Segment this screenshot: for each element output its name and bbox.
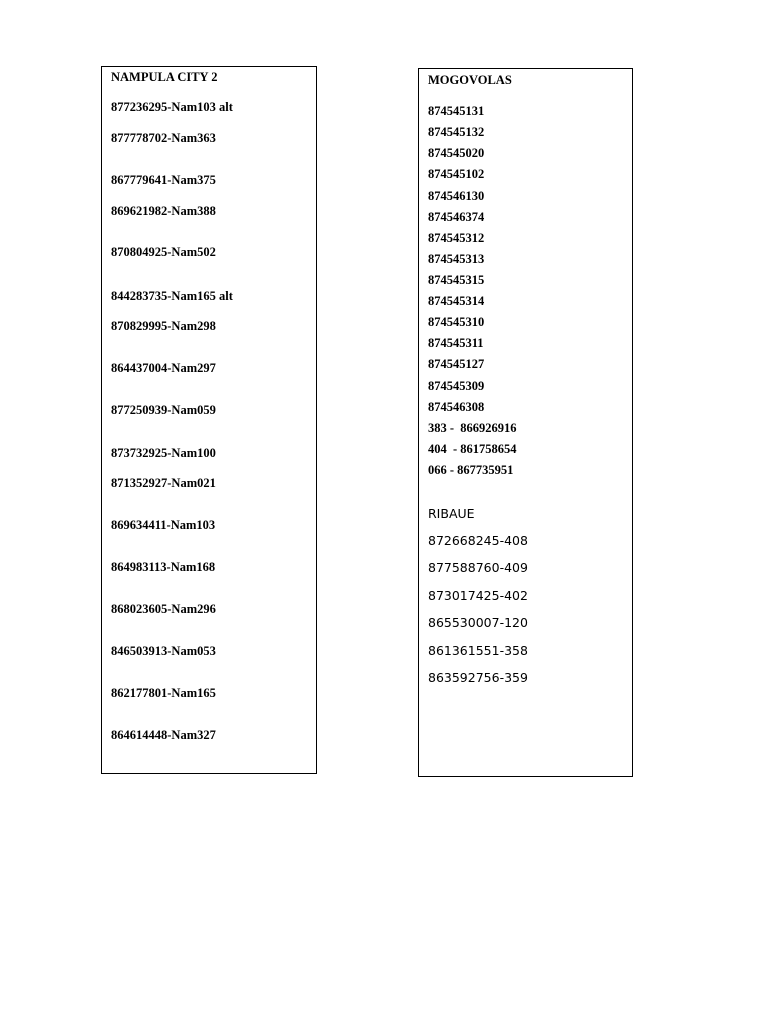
list-item: 846503913-Nam053	[111, 644, 216, 658]
list-item: 877778702-Nam363	[111, 131, 216, 145]
list-item: 872668245-408	[428, 533, 528, 548]
list-item: 869621982-Nam388	[111, 204, 216, 218]
list-item: 874545313	[428, 252, 485, 266]
list-item: 863592756-359	[428, 670, 528, 685]
list-item: 404 - 861758654	[428, 442, 517, 456]
list-item: 877588760-409	[428, 560, 528, 575]
list-item: 869634411-Nam103	[111, 518, 216, 532]
list-item: 066 - 867735951	[428, 463, 514, 477]
list-item: 874545312	[428, 231, 485, 245]
list-item: 874545127	[428, 357, 485, 371]
list-item: 844283735-Nam165 alt	[111, 289, 233, 303]
section-heading-ribaue: RIBAUE	[428, 506, 475, 521]
list-item: 873017425-402	[428, 588, 528, 603]
list-item: 874546130	[428, 189, 485, 203]
list-item: 874545102	[428, 167, 485, 181]
list-item: 864437004-Nam297	[111, 361, 216, 375]
list-item: 874545314	[428, 294, 485, 308]
list-item: 864614448-Nam327	[111, 728, 216, 742]
list-item: 874545131	[428, 104, 485, 118]
list-item: 874545310	[428, 315, 485, 329]
list-item: 873732925-Nam100	[111, 446, 216, 460]
list-item: 871352927-Nam021	[111, 476, 216, 490]
list-item: 874545020	[428, 146, 485, 160]
list-item: 383 - 866926916	[428, 421, 517, 435]
list-item: 874545132	[428, 125, 485, 139]
list-item: 874546374	[428, 210, 485, 224]
list-item: 877236295-Nam103 alt	[111, 100, 233, 114]
list-item: 874545311	[428, 336, 484, 350]
section-heading-mogovolas: MOGOVOLAS	[428, 73, 512, 87]
section-heading-nampula-city-2: NAMPULA CITY 2	[111, 70, 218, 84]
list-item: 874545309	[428, 379, 485, 393]
list-item: 877250939-Nam059	[111, 403, 216, 417]
list-item: 874545315	[428, 273, 485, 287]
list-item: 867779641-Nam375	[111, 173, 216, 187]
list-item: 862177801-Nam165	[111, 686, 216, 700]
list-item: 874546308	[428, 400, 485, 414]
list-item: 861361551-358	[428, 643, 528, 658]
list-item: 870804925-Nam502	[111, 245, 216, 259]
list-item: 868023605-Nam296	[111, 602, 216, 616]
nampula-city-2-box	[101, 66, 317, 774]
list-item: 865530007-120	[428, 615, 528, 630]
list-item: 870829995-Nam298	[111, 319, 216, 333]
mogovolas-box	[418, 68, 633, 777]
list-item: 864983113-Nam168	[111, 560, 216, 574]
